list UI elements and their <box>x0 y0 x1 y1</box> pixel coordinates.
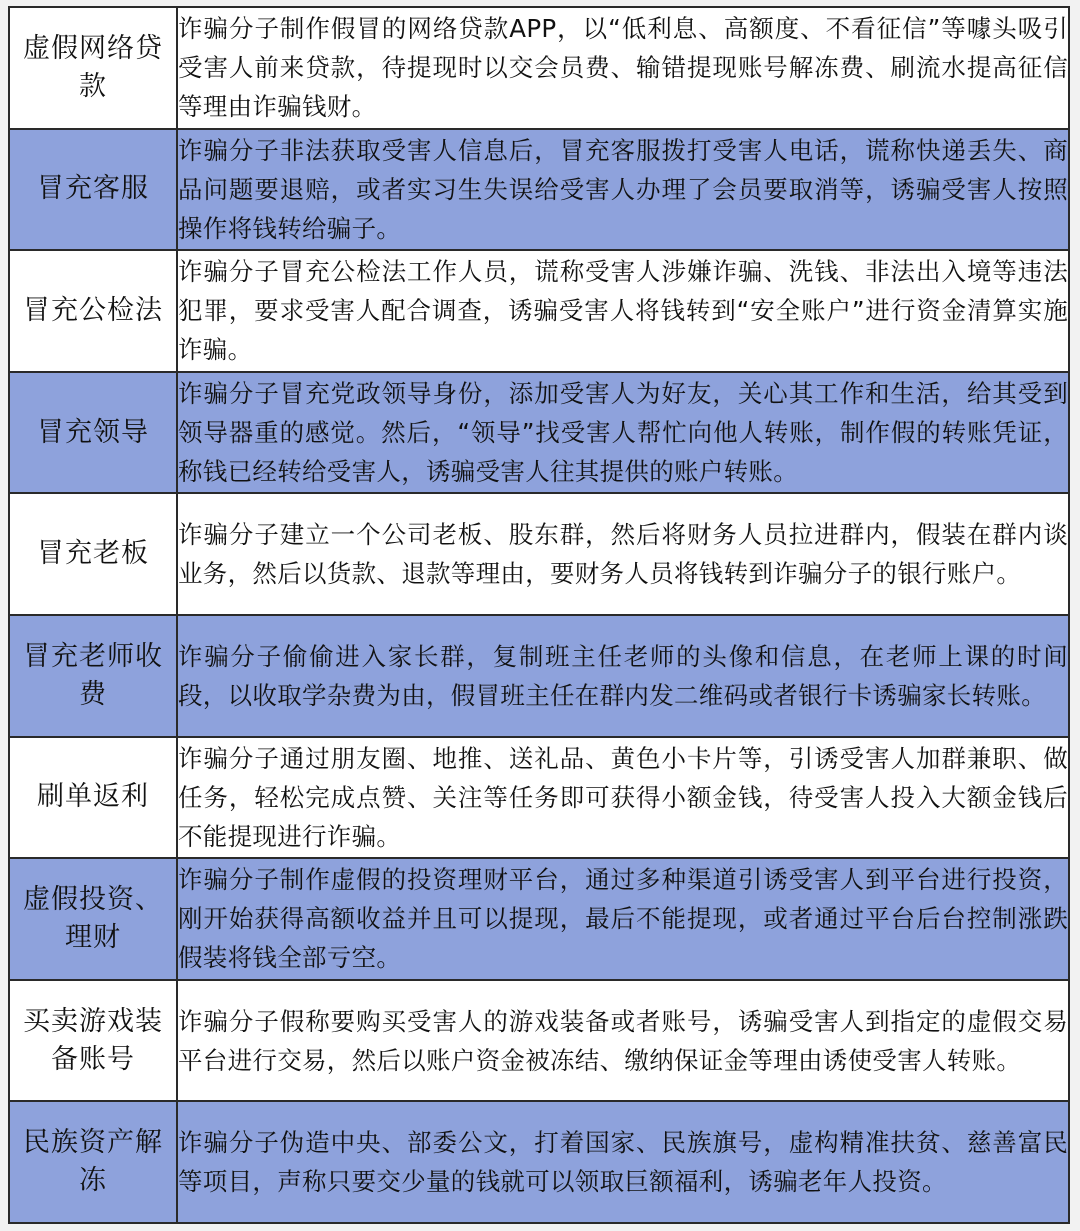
fraud-type-cell: 买卖游戏装备账号 <box>9 980 177 1102</box>
table-row <box>9 858 1069 980</box>
fraud-type-cell: 冒充领导 <box>9 372 177 494</box>
fraud-type-cell: 冒充公检法 <box>9 250 177 372</box>
table-row <box>9 980 1069 1102</box>
fraud-description-cell: 诈骗分子制作假冒的网络贷款APP，以“低利息、高额度、不看征信”等噱头吸引受害人前来贷款，待提现时以交会员费、输错提现账号解冻费、刷流水提高征信等理由诈骗钱财。 <box>177 7 1069 129</box>
fraud-type-cell: 刷单返利 <box>9 737 177 859</box>
fraud-type-cell: 虚假网络贷款 <box>9 7 177 129</box>
fraud-type-cell: 冒充老板 <box>9 493 177 615</box>
fraud-types-table <box>8 6 1070 1224</box>
table-row <box>9 737 1069 859</box>
fraud-description-cell: 诈骗分子非法获取受害人信息后，冒充客服拨打受害人电话，谎称快递丢失、商品问题要退赔，或者实习生失误给受害人办理了会员要取消等，诱骗受害人按照操作将钱转给骗子。 <box>177 129 1069 251</box>
fraud-description-cell: 诈骗分子通过朋友圈、地推、送礼品、黄色小卡片等，引诱受害人加群兼职、做任务，轻松完成点赞、关注等任务即可获得小额金钱，待受害人投入大额金钱后不能提现进行诈骗。 <box>177 737 1069 859</box>
fraud-description-cell: 诈骗分子冒充公检法工作人员，谎称受害人涉嫌诈骗、洗钱、非法出入境等违法犯罪，要求受害人配合调查，诱骗受害人将钱转到“安全账户”进行资金清算实施诈骗。 <box>177 250 1069 372</box>
table-row <box>9 1101 1069 1223</box>
fraud-description-cell: 诈骗分子冒充党政领导身份，添加受害人为好友，关心其工作和生活，给其受到领导器重的感觉。然后，“领导”找受害人帮忙向他人转账，制作假的转账凭证，称钱已经转给受害人，诱骗受害人往其提供的账户转账。 <box>177 372 1069 494</box>
fraud-description-cell: 诈骗分子建立一个公司老板、股东群，然后将财务人员拉进群内，假装在群内谈业务，然后以货款、退款等理由，要财务人员将钱转到诈骗分子的银行账户。 <box>177 493 1069 615</box>
fraud-types-table-sheet <box>8 6 1070 1222</box>
fraud-description-cell: 诈骗分子偷偷进入家长群，复制班主任老师的头像和信息，在老师上课的时间段，以收取学杂费为由，假冒班主任在群内发二维码或者银行卡诱骗家长转账。 <box>177 615 1069 737</box>
fraud-description-cell: 诈骗分子假称要购买受害人的游戏装备或者账号，诱骗受害人到指定的虚假交易平台进行交易，然后以账户资金被冻结、缴纳保证金等理由诱使受害人转账。 <box>177 980 1069 1102</box>
table-row <box>9 250 1069 372</box>
table-row <box>9 129 1069 251</box>
fraud-description-cell: 诈骗分子制作虚假的投资理财平台，通过多种渠道引诱受害人到平台进行投资，刚开始获得高额收益并且可以提现，最后不能提现，或者通过平台后台控制涨跌假装将钱全部亏空。 <box>177 858 1069 980</box>
table-row <box>9 493 1069 615</box>
fraud-description-cell: 诈骗分子伪造中央、部委公文，打着国家、民族旗号，虚构精准扶贫、慈善富民等项目，声称只要交少量的钱就可以领取巨额福利，诱骗老年人投资。 <box>177 1101 1069 1223</box>
table-row <box>9 372 1069 494</box>
fraud-type-cell: 虚假投资、理财 <box>9 858 177 980</box>
table-row <box>9 615 1069 737</box>
table-row <box>9 7 1069 129</box>
fraud-type-cell: 民族资产解冻 <box>9 1101 177 1223</box>
fraud-type-cell: 冒充老师收费 <box>9 615 177 737</box>
fraud-type-cell: 冒充客服 <box>9 129 177 251</box>
